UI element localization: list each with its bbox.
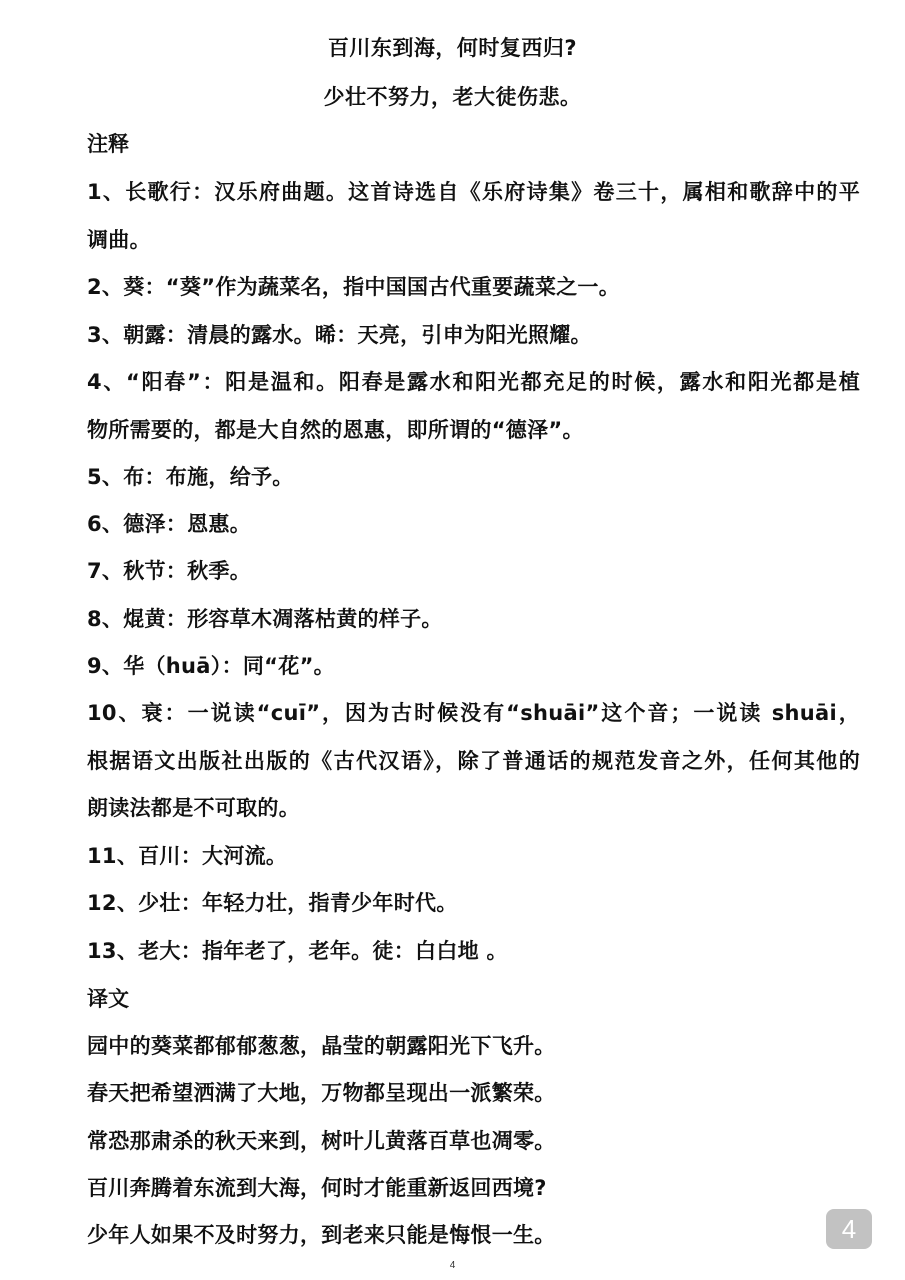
poem-line-1: 百川东到海，何时复西归? <box>327 36 578 60</box>
note-10-line-1: 10、衰：一说读“cuī”，因为古时候没有“shuāi”这个音；一说读 shuāi， <box>87 701 860 725</box>
note-12: 12、少壮：年轻力壮，指青少年时代。 <box>87 891 458 915</box>
note-8: 8、焜黄：形容草木凋落枯黄的样子。 <box>87 607 443 631</box>
note-6: 6、德泽：恩惠。 <box>87 512 252 536</box>
translation-line-2: 春天把希望洒满了大地，万物都呈现出一派繁荣。 <box>87 1081 556 1105</box>
note-5: 5、布：布施，给予。 <box>87 465 294 489</box>
translation-line-3: 常恐那肃杀的秋天来到，树叶儿黄落百草也凋零。 <box>87 1129 556 1153</box>
translation-heading: 译文 <box>87 987 129 1011</box>
poem-line-2: 少壮不努力，老大徒伤悲。 <box>323 85 582 109</box>
note-7: 7、秋节：秋季。 <box>87 559 252 583</box>
page-badge: 4 <box>826 1209 872 1249</box>
note-4-line-2: 物所需要的，都是大自然的恩惠，即所谓的“德泽”。 <box>87 418 584 442</box>
note-1-line-1: 1、长歌行：汉乐府曲题。这首诗选自《乐府诗集》卷三十，属相和歌辞中的平 <box>87 180 860 204</box>
translation-line-4: 百川奔腾着东流到大海，何时才能重新返回西境? <box>87 1176 547 1200</box>
note-1-line-2: 调曲。 <box>87 228 151 252</box>
note-11: 11、百川：大河流。 <box>87 844 288 868</box>
note-10-line-2: 根据语文出版社出版的《古代汉语》，除了普通话的规范发音之外，任何其他的 <box>87 749 860 773</box>
note-2: 2、葵：“葵”作为蔬菜名，指中国国古代重要蔬菜之一。 <box>87 275 621 299</box>
note-13: 13、老大：指年老了，老年。徒：白白地 。 <box>87 939 508 963</box>
notes-heading: 注释 <box>87 132 129 156</box>
note-4-line-1: 4、“阳春”：阳是温和。阳春是露水和阳光都充足的时候，露水和阳光都是植 <box>87 370 860 394</box>
note-3: 3、朝露：清晨的露水。晞：天亮，引申为阳光照耀。 <box>87 323 592 347</box>
page-number: 4 <box>449 1260 456 1271</box>
note-9: 9、华（huā）：同“花”。 <box>87 654 335 678</box>
translation-line-5: 少年人如果不及时努力，到老来只能是悔恨一生。 <box>87 1223 556 1247</box>
translation-line-1: 园中的葵菜都郁郁葱葱，晶莹的朝露阳光下飞升。 <box>87 1034 556 1058</box>
note-10-line-3: 朗读法都是不可取的。 <box>87 796 300 820</box>
